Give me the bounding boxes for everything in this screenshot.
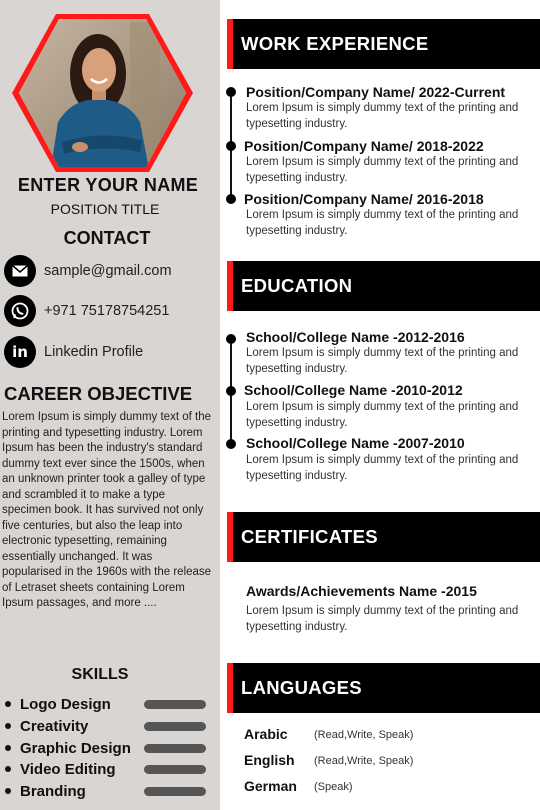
languages-heading: LANGUAGES bbox=[241, 677, 362, 698]
language-name: Arabic bbox=[244, 726, 288, 742]
skill-label: Creativity bbox=[20, 717, 89, 735]
timeline-dot bbox=[226, 334, 236, 344]
education-entry-desc: Lorem Ipsum is simply dummy text of the printing and typesetting industry. bbox=[246, 347, 519, 375]
certificate-entry-title: Awards/Achievements Name -2015 bbox=[246, 583, 477, 599]
header-accent bbox=[227, 19, 233, 69]
work-entry-desc: Lorem Ipsum is simply dummy text of the printing and typesetting industry. bbox=[246, 102, 519, 130]
skill-bar bbox=[144, 744, 206, 753]
skill-label: Logo Design bbox=[20, 695, 111, 713]
language-level: (Speak) bbox=[314, 781, 353, 793]
language-level: (Read,Write, Speak) bbox=[314, 729, 414, 741]
education-header bbox=[227, 261, 540, 311]
contact-heading: CONTACT bbox=[63, 228, 151, 248]
skill-item bbox=[3, 694, 215, 714]
work-entry-title: Position/Company Name/ 2022-Current bbox=[246, 84, 506, 100]
career-objective-text: Lorem Ipsum is simply dummy text of the printing and typesetting industry. Lorem Ipsum has been the industry's standard dummy text ever since the 1500s, when an unknown printer took a galley of type and scrambled it to make a type specimen book. It has survived not only five centuries, but also the leap into electronic typesetting, remaining essentially unchanged. It was popularised in the 1960s with the release of Letraset sheets containing Lorem Ipsum passages, and more .... bbox=[2, 411, 212, 609]
sidebar bbox=[0, 0, 220, 810]
education-entry-title: School/College Name -2012-2016 bbox=[246, 329, 465, 345]
bullet-icon bbox=[5, 723, 11, 729]
person-name: ENTER YOUR NAME bbox=[17, 175, 199, 195]
contact-phone[interactable] bbox=[4, 295, 214, 327]
skill-bar bbox=[144, 765, 206, 774]
skill-item bbox=[3, 759, 215, 779]
skill-bar bbox=[144, 787, 206, 796]
career-objective-heading: CAREER OBJECTIVE bbox=[4, 383, 193, 404]
linkedin-icon: in bbox=[4, 336, 36, 368]
work-entry-desc: Lorem Ipsum is simply dummy text of the printing and typesetting industry. bbox=[246, 156, 519, 184]
education-heading: EDUCATION bbox=[241, 275, 353, 296]
language-level: (Read,Write, Speak) bbox=[314, 755, 414, 767]
position-title: POSITION TITLE bbox=[50, 201, 160, 217]
bullet-icon bbox=[5, 745, 11, 751]
skill-bar bbox=[144, 722, 206, 731]
work-entry-title: Position/Company Name/ 2018-2022 bbox=[244, 138, 484, 154]
work-entry-desc: Lorem Ipsum is simply dummy text of the printing and typesetting industry. bbox=[246, 209, 519, 237]
contact-email-text: sample@gmail.com bbox=[44, 263, 172, 279]
timeline-dot bbox=[226, 194, 236, 204]
education-entry-desc: Lorem Ipsum is simply dummy text of the printing and typesetting industry. bbox=[246, 401, 519, 429]
whatsapp-icon bbox=[4, 295, 36, 327]
timeline-dot bbox=[226, 141, 236, 151]
skill-item bbox=[3, 781, 215, 801]
contact-email[interactable] bbox=[4, 255, 214, 287]
timeline-dot bbox=[226, 386, 236, 396]
language-name: German bbox=[244, 778, 297, 794]
skill-label: Graphic Design bbox=[20, 739, 131, 757]
work-experience-header bbox=[227, 19, 540, 69]
skill-bar bbox=[144, 700, 206, 709]
certificate-entry-desc: Lorem Ipsum is simply dummy text of the printing and typesetting industry. bbox=[246, 605, 519, 633]
skill-item bbox=[3, 738, 215, 758]
bullet-icon bbox=[5, 701, 11, 707]
header-accent bbox=[227, 663, 233, 713]
mail-icon bbox=[4, 255, 36, 287]
skills-heading: SKILLS bbox=[71, 666, 129, 683]
languages-header bbox=[227, 663, 540, 713]
timeline-dot bbox=[226, 87, 236, 97]
bullet-icon bbox=[5, 766, 11, 772]
education-entry-title: School/College Name -2007-2010 bbox=[246, 435, 465, 451]
education-entry-desc: Lorem Ipsum is simply dummy text of the printing and typesetting industry. bbox=[246, 454, 519, 482]
bullet-icon bbox=[5, 788, 11, 794]
contact-phone-text: +971 75178754251 bbox=[44, 303, 170, 319]
contact-linkedin-text: Linkedin Profile bbox=[44, 344, 144, 360]
certificates-header bbox=[227, 512, 540, 562]
education-entry-title: School/College Name -2010-2012 bbox=[244, 382, 463, 398]
skill-label: Branding bbox=[20, 782, 86, 800]
work-experience-heading: WORK EXPERIENCE bbox=[241, 33, 429, 54]
skill-item bbox=[3, 716, 215, 736]
certificates-heading: CERTIFICATES bbox=[241, 526, 378, 547]
timeline-dot bbox=[226, 439, 236, 449]
skill-label: Video Editing bbox=[20, 760, 116, 778]
language-name: English bbox=[244, 752, 295, 768]
work-entry-title: Position/Company Name/ 2016-2018 bbox=[244, 191, 484, 207]
header-accent bbox=[227, 261, 233, 311]
header-accent bbox=[227, 512, 233, 562]
profile-photo bbox=[10, 12, 195, 174]
contact-linkedin[interactable] bbox=[4, 336, 214, 368]
